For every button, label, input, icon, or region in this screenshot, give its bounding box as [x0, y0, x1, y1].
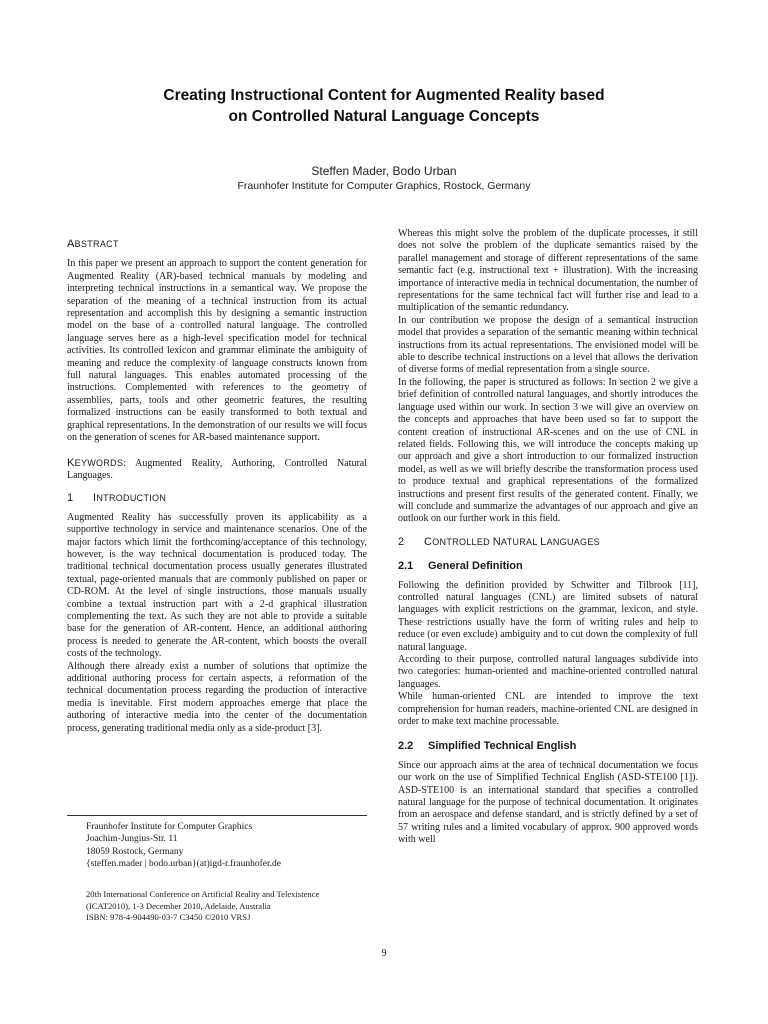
conference-line: 20th International Conference on Artificial Reality and Telexistence	[86, 889, 320, 899]
body-paragraph: While human-oriented CNL are intended to improve the text comprehension for human readers, machine-oriented CNL are designed in order to make text machine processable.	[398, 691, 698, 728]
subsection-title: General Definition	[428, 560, 523, 573]
keywords-text: : Augmented Reality, Authoring, Controlled Natural Languages.	[67, 457, 367, 481]
heading-rest: ATURAL	[501, 536, 541, 547]
conference-isbn: ISBN: 978-4-904490-03-7 C3450 ©2010 VRSJ	[86, 912, 251, 922]
intro-heading-rest: NTRODUCTION	[96, 493, 167, 504]
abstract-text: In this paper we present an approach to support the content generation for Augmented Reality (AR)-based technical manuals by modeling and interpreting technical instructions in a semantical way. We propose the separation of the meaning of a technical instruction from its actual representation and accomplish this by designing a semantic instruction model on the base of a controlled natural language. The controlled language serves here as a high-level specification model for technical activities. Its controlled lexicon and grammar eliminate the ambiguity of meaning and reduce the complexity of language constructs known from full natural languages. This enables automated processing of the instructions. Complemented with references to the geometry of assemblies, parts, tools and other geometric features, the resulting formalized instructions can be easily transformed to both textual and graphical representations. In the demonstration of our results we will focus on the generation of scenes for AR-based maintenance support.	[67, 258, 367, 444]
intro-paragraph: Augmented Reality has successfully proven its applicability as a supportive technology in service and maintenance scenarios. One of the major factors which limit the forthcoming/acceptance of this technology, however, is the way technical documentation is produced today. The traditional technical documentation process usually generates illustrated textual, page-oriented manuals that are commonly published on paper or CD-ROM. At the level of single instructions, those manuals usually combine a textual instruction part with a 2-d graphical illustration complementing the text. As such they are not able to provide a suitable base for the generation of AR-content. Hence, an additional authoring process is needed to generate the AR-content, which boosts the overall costs of the technology.	[67, 511, 367, 660]
footnote-divider	[67, 815, 367, 816]
heading-rest: ONTROLLED	[432, 536, 493, 547]
intro-number: 1	[67, 492, 74, 505]
page-number: 9	[381, 948, 387, 959]
body-paragraph: According to their purpose, controlled natural languages subdivide into two categories: human-oriented and machine-oriented controlled natural languages.	[398, 654, 698, 690]
title-line-2: on Controlled Natural Language Concepts	[228, 108, 540, 125]
subsection-number: 2.1	[398, 560, 414, 573]
keywords	[67, 457, 367, 483]
heading-cap: L	[540, 535, 547, 548]
section-2-number: 2	[398, 535, 405, 548]
heading-rest: ANGUAGES	[546, 536, 600, 547]
abstract-heading-cap: A	[67, 238, 75, 250]
abstract-heading-rest: BSTRACT	[74, 239, 119, 249]
body-paragraph: Following the definition provided by Schwitter and Tilbrook [11], controlled natural languages (CNL) are limited subsets of natural languages with explicit restrictions on the grammar, lexicon, and style. These restrictions usually have the form of writing rules and help to reduce (or even exclude) ambiguity and to cut down the complexity of full natural language.	[398, 579, 698, 653]
authors: Steffen Mader, Bodo Urban	[311, 164, 457, 178]
affiliation: Fraunhofer Institute for Computer Graphics, Rostock, Germany	[237, 180, 531, 192]
keywords-label-rest: EYWORDS	[74, 457, 124, 468]
intro-heading-cap: I	[93, 492, 97, 505]
subsection-title: Simplified Technical English	[428, 740, 577, 753]
footnote-email: {steffen.mader | bodo.urban}(at)igd-r.fraunhofer.de	[86, 859, 281, 870]
keywords-label-cap: K	[67, 456, 75, 469]
conference-note	[86, 889, 366, 924]
title-line-1: Creating Instructional Content for Augmented Reality based	[163, 87, 605, 104]
abstract-heading	[67, 238, 367, 250]
heading-cap: C	[424, 535, 433, 548]
author-footnote	[86, 821, 366, 871]
subsection-2-1-heading	[398, 560, 698, 572]
left-column	[67, 238, 367, 735]
subsection-number: 2.2	[398, 740, 414, 753]
footnote-line: Fraunhofer Institute for Computer Graphics	[86, 822, 253, 832]
subsection-2-2-heading	[398, 740, 698, 752]
footnote-line: 18059 Rostock, Germany	[86, 846, 184, 857]
intro-heading	[67, 492, 367, 504]
keywords-label	[67, 458, 123, 468]
body-paragraph: In our contribution we propose the design of a semantical instruction model that provides a separation of the semantic meaning within technical instructions from its actual representations. The envisioned model will be able to describe technical instructions on a level that allows the derivation of diverse forms of medial representation from a single source.	[398, 314, 698, 376]
section-2-heading	[398, 536, 698, 548]
body-paragraph: Whereas this might solve the problem of the duplicate processes, it still does not solve the problem of the duplicate semantics raised by the parallel management and storage of different representations of the same semantic fact (e.g. instructional text + illustration). With the increasing importance of interactive media in technical documentation, the number of representations for the same technical fact will further rise and lead to a multiplication of the semantic redundancy.	[398, 228, 698, 314]
intro-paragraph: Although there already exist a number of solutions that optimize the additional authoring process for certain aspects, a reformation of the technical documentation process regarding the production of interactive media is inevitable. First modern approaches emerge that place the authoring of interactive media into the center of the documentation process, generating traditional media only as a side-product [3].	[67, 660, 367, 734]
body-paragraph: Since our approach aims at the area of technical documentation we focus our work on the use of Simplified Technical English (ASD-STE100 [1]). ASD-STE100 is an international standard that specifies a controlled natural language for the purpose of technical documentation. It originates from an aerospace and defense standard, and is strictly defined by a set of 57 writing rules and a limited vocabulary of approx. 900 approved words with well	[398, 759, 698, 846]
footnote-line: Joachim-Jungius-Str. 11	[86, 834, 178, 845]
conference-line: (ICAT2010), 1-3 December 2010, Adelaide, Australia	[86, 900, 271, 911]
heading-cap: N	[492, 535, 502, 548]
paper-title	[80, 85, 688, 127]
right-column	[398, 228, 698, 847]
body-paragraph: In the following, the paper is structured as follows: In section 2 we give a brief definition of controlled natural languages, and shortly introduces the language used within our work. In section 3 we will give an overview on the concepts and approaches that have been used so far to support the content creation of instructional AR-scenes and on the use of CNL in related fields. Following this, we will introduce the concepts making up our approach and give a short introduction to our formalized instruction model, as well as we will briefly describe the transformation process used to produce textual and graphical representations of the formalized instructions and present first results of the generated content. Finally, we will conclude and summarize the advantages of our approach and give an outlook on our further work in this field.	[398, 376, 698, 525]
